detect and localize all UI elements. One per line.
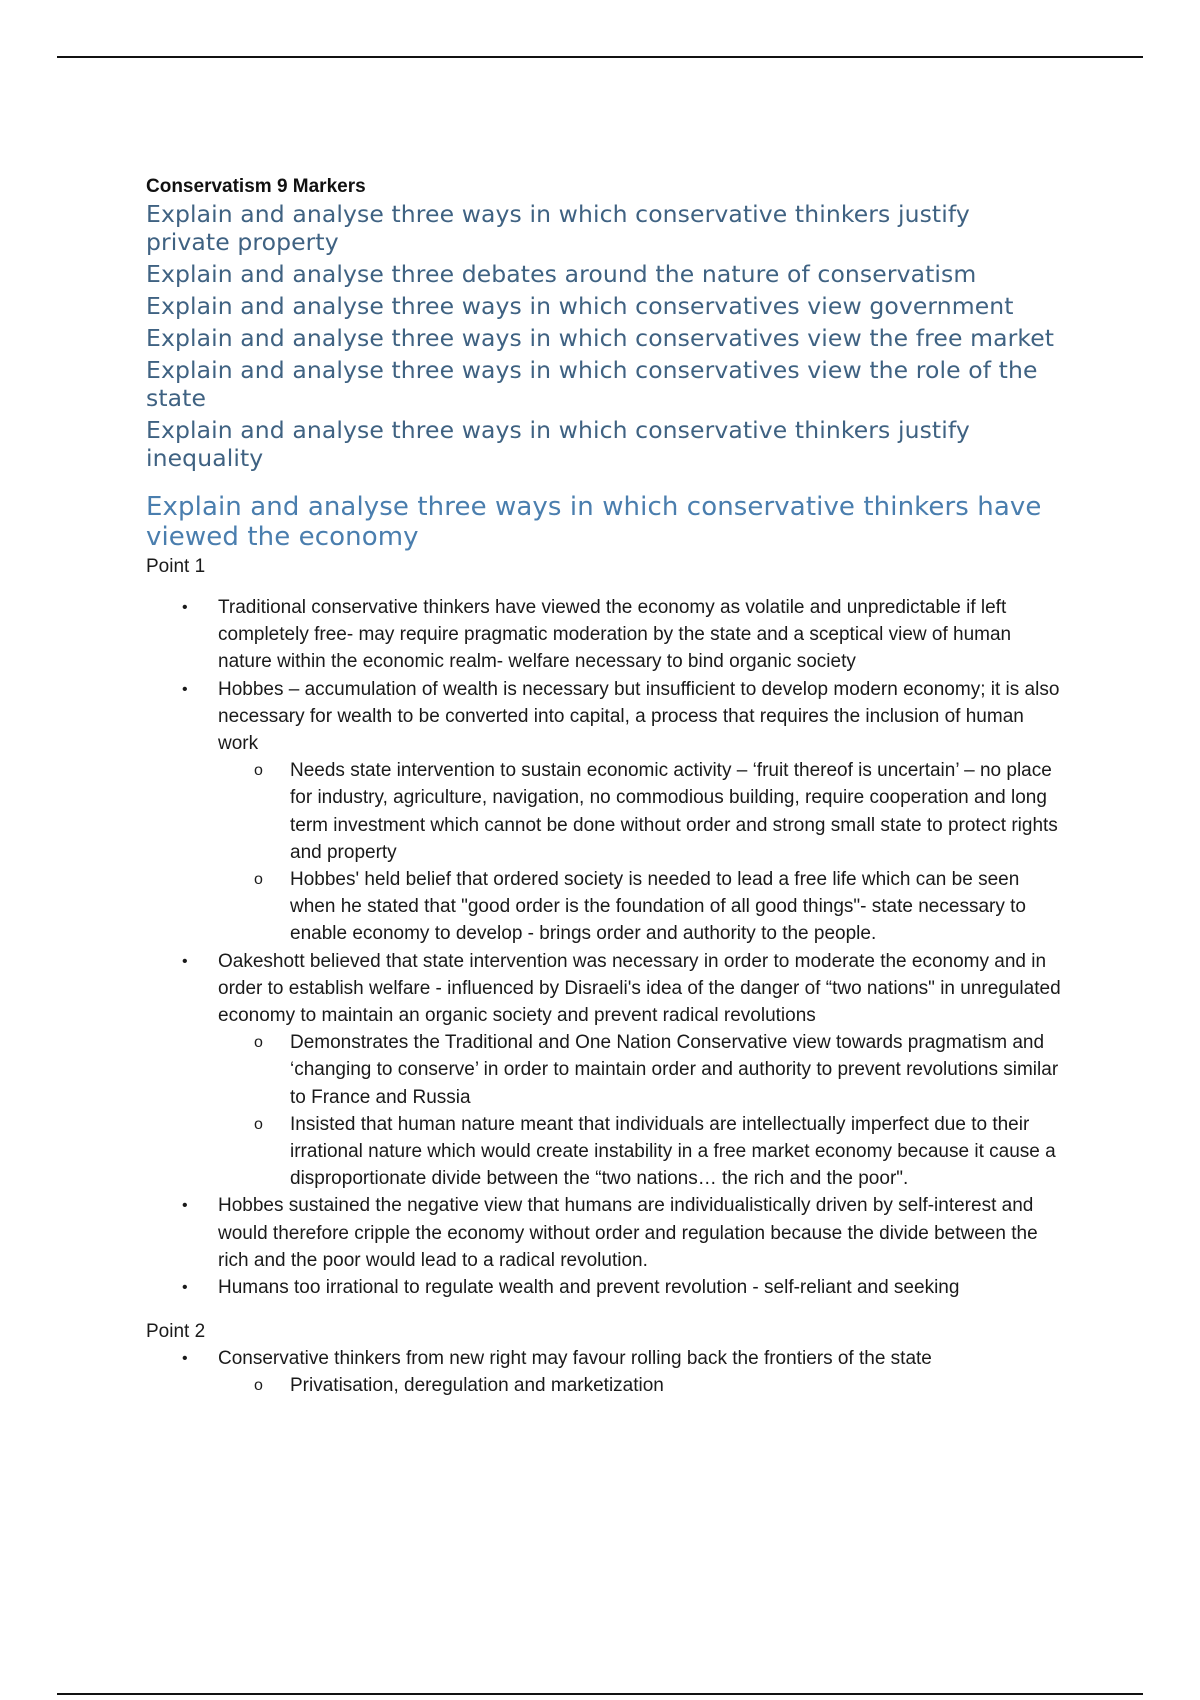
sub-bullet-text: Needs state intervention to sustain economic activity – ‘fruit thereof is uncertain’ – no place for industry, agriculture, navigation, no commodious building, require cooperation and long term investment which cannot be done without order and strong small state to protect rights and property [290, 760, 1058, 863]
sub-bullet-text: Insisted that human nature meant that individuals are intellectually imperfect due to their irrational nature which would create instability in a free market economy because it cause a disproportionate divide between the “two nations… the rich and the poor". [290, 1113, 1056, 1190]
bullet-icon: • [182, 1350, 188, 1368]
sub-bullet-item [218, 866, 1061, 948]
question-heading: Explain and analyse three ways in which conservatives view government [146, 292, 1014, 320]
point-1-label: Point 1 [146, 556, 206, 577]
bullet-icon: • [182, 680, 188, 698]
bullet-item [146, 1192, 1061, 1274]
bullet-item [146, 676, 1061, 948]
sub-bullet-icon: o [254, 1377, 263, 1395]
bullet-item [146, 948, 1061, 1193]
document-title: Conservatism 9 Markers [146, 176, 366, 197]
sub-bullet-text: Privatisation, deregulation and marketization [290, 1375, 664, 1397]
sub-bullet-item [218, 1111, 1061, 1193]
bullet-text: Humans too irrational to regulate wealth and prevent revolution - self-reliant and seeking [218, 1277, 960, 1299]
bullet-icon: • [182, 1279, 188, 1297]
sub-bullet-icon: o [254, 1115, 263, 1133]
question-heading: Explain and analyse three debates around the nature of conservatism [146, 260, 977, 288]
sub-bullet-icon: o [254, 1034, 263, 1052]
sub-bullet-item [218, 757, 1061, 866]
sub-bullet-icon: o [254, 762, 263, 780]
sub-bullet-text: Hobbes' held belief that ordered society is needed to lead a free life which can be seen when he stated that "good order is the foundation of all good things"- state necessary to enable economy to develop - brings order and authority to the people. [290, 869, 1026, 945]
bullet-item [146, 594, 1061, 676]
header-rule [57, 56, 1143, 58]
bullet-text: Hobbes sustained the negative view that humans are individualistically driven by self-interest and would therefore cripple the economy without order and regulation because the divide between the rich and the poor would lead to a radical revolution. [218, 1195, 1038, 1271]
sub-bullet-item [218, 1029, 1061, 1111]
bullet-icon: • [182, 1197, 188, 1215]
question-heading: Explain and analyse three ways in which conservatives view the free market [146, 324, 1055, 352]
bullet-text: Traditional conservative thinkers have viewed the economy as volatile and unpredictable if left completely free- may require pragmatic moderation by the state and a sceptical view of human nature within the economic realm- welfare necessary to bind organic society [218, 597, 1012, 673]
bullet-text: Conservative thinkers from new right may favour rolling back the frontiers of the state [218, 1348, 932, 1370]
point-2-label: Point 2 [146, 1321, 206, 1343]
question-heading: Explain and analyse three ways in which conservative thinkers justify private property [146, 200, 970, 256]
bullet-item [146, 1345, 1061, 1399]
bullet-item [146, 1274, 1061, 1301]
document-body [146, 174, 1061, 1400]
bullet-icon: • [182, 599, 188, 616]
footer-rule [57, 1693, 1143, 1695]
bullet-text: Hobbes – accumulation of wealth is necessary but insufficient to develop modern economy; it is also necessary for wealth to be converted into capital, a process that requires the inclusion of human work [218, 678, 1060, 755]
bullet-text: Oakeshott believed that state intervention was necessary in order to moderate the economy and in order to establish welfare - influenced by Disraeli's idea of the danger of “two nations" in unregulated economy to maintain an organic society and prevent radical revolutions [218, 950, 1061, 1027]
sub-list [218, 1029, 1061, 1192]
point-1-list [146, 594, 1061, 1301]
question-heading: Explain and analyse three ways in which conservative thinkers justify inequality [146, 416, 970, 472]
section-heading: Explain and analyse three ways in which conservative thinkers have viewed the economy [146, 492, 1042, 552]
question-heading: Explain and analyse three ways in which conservatives view the role of the state [146, 356, 1038, 412]
bullet-icon: • [182, 952, 188, 970]
point-2-list [146, 1345, 1061, 1399]
sub-list [218, 1372, 1061, 1399]
sub-bullet-item [218, 1372, 1061, 1399]
sub-bullet-text: Demonstrates the Traditional and One Nation Conservative view towards pragmatism and ‘changing to conserve’ in order to maintain order and authority to prevent revolutions similar to France and Russia [290, 1032, 1059, 1108]
sub-list [218, 757, 1061, 947]
sub-bullet-icon: o [254, 871, 263, 889]
